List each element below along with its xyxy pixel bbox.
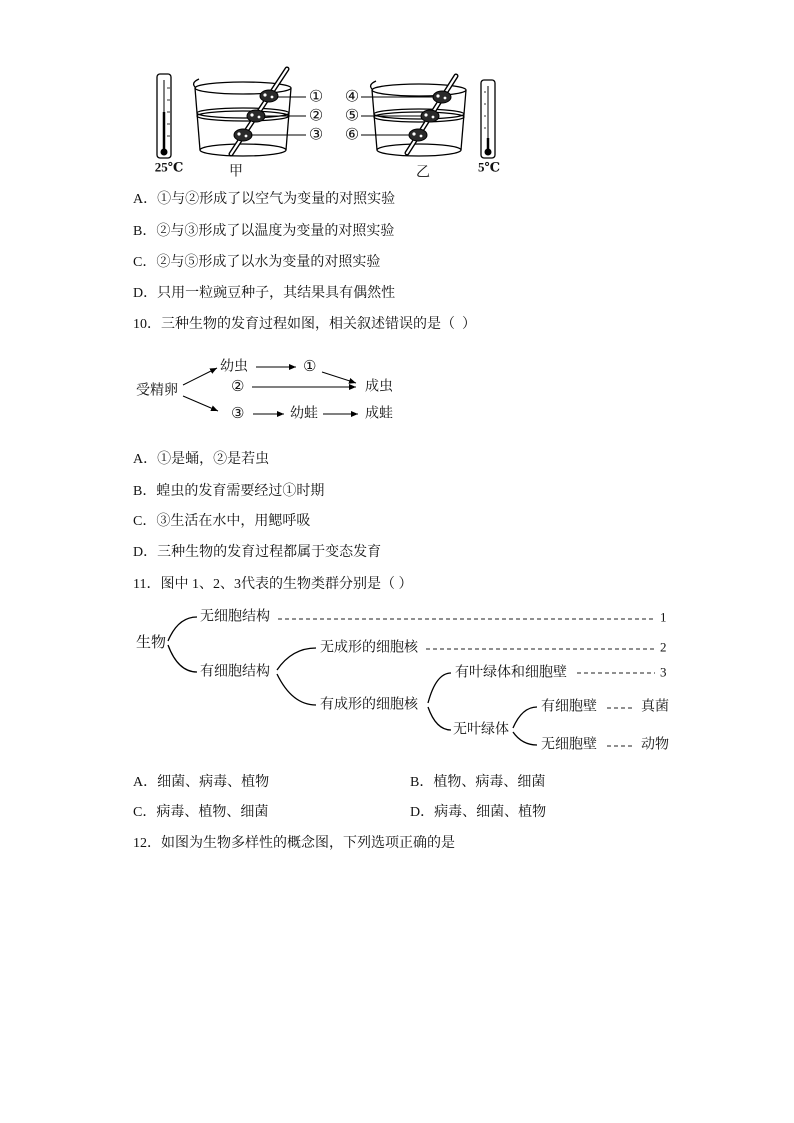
q9-option-b: B．②与③形成了以温度为变量的对照实验: [133, 224, 395, 239]
no-chloroplast-label: 无叶绿体: [453, 722, 509, 738]
branch-line: [277, 648, 316, 670]
seed-1: [260, 90, 278, 102]
group-1-label: 1: [660, 609, 667, 625]
adult-frog-label: 成蛙: [365, 406, 393, 422]
q9-option-c: C．②与⑤形成了以水为变量的对照实验: [133, 255, 381, 270]
group-3-label: 3: [660, 664, 667, 680]
has-cell-structure-label: 有细胞结构: [200, 664, 270, 680]
seed-4: [433, 91, 451, 103]
group-2-label: 2: [660, 639, 667, 655]
q11-option-d: D．病毒、细菌、植物: [410, 805, 547, 820]
right-thermometer: [481, 80, 495, 158]
branch-line: [428, 707, 451, 730]
stage-2-label: ②: [231, 379, 245, 395]
marker-6: ⑥: [344, 126, 360, 144]
no-wall-label: 无细胞壁: [541, 737, 597, 753]
seed-germination-figure: [0, 62, 794, 184]
branch-line: [277, 674, 316, 705]
left-thermometer: [157, 74, 171, 158]
q10-stem: 10．三种生物的发育过程如图，相关叙述错误的是（ ）: [133, 317, 476, 332]
has-wall-label: 有细胞壁: [541, 699, 597, 715]
q10-option-b: B．蝗虫的发育需要经过①时期: [133, 484, 325, 499]
chloroplast-wall-label: 有叶绿体和细胞壁: [455, 665, 567, 681]
stage-1-label: ①: [303, 359, 317, 375]
q9-option-d: D．只用一粒豌豆种子，其结果具有偶然性: [133, 286, 396, 301]
arrow-egg-to-stage3: [183, 396, 218, 411]
fertilized-egg-label: 受精卵: [136, 383, 178, 399]
right-temperature-label: 5℃: [477, 159, 501, 175]
marker-5: ⑤: [344, 107, 360, 125]
has-nucleus-label: 有成形的细胞核: [320, 697, 418, 713]
development-diagram: [0, 352, 794, 428]
left-temperature-label: 25℃: [154, 159, 184, 175]
no-nucleus-label: 无成形的细胞核: [320, 640, 418, 656]
seed-6: [409, 129, 427, 141]
q11-option-a: A．细菌、病毒、植物: [133, 775, 270, 790]
classification-tree: [0, 604, 794, 758]
animals-label: 动物: [641, 737, 669, 753]
q10-option-c: C．③生活在水中，用鳃呼吸: [133, 514, 311, 529]
marker-1: ①: [308, 88, 324, 106]
marker-2: ②: [308, 107, 324, 125]
left-beaker-label: 甲: [229, 164, 243, 180]
arrow-egg-to-larva: [183, 368, 217, 385]
arrow-stage1-to-adult: [322, 372, 356, 383]
branch-line: [168, 617, 197, 641]
q12-stem: 12．如图为生物多样性的概念图，下列选项正确的是: [133, 836, 455, 851]
larva-label: 幼虫: [220, 359, 248, 375]
right-beaker-label: 乙: [416, 165, 430, 181]
q11-option-b: B．植物、病毒、细菌: [410, 775, 546, 790]
q10-option-a: A．①是蛹，②是若虫: [133, 452, 270, 467]
stage-3-label: ③: [231, 406, 245, 422]
q9-option-a: A．①与②形成了以空气为变量的对照实验: [133, 192, 396, 207]
seed-5: [421, 110, 439, 122]
seed-3: [234, 129, 252, 141]
branch-line: [428, 673, 451, 703]
right-beaker: [371, 81, 466, 156]
branch-line: [513, 732, 537, 745]
marker-4: ④: [344, 88, 360, 106]
tree-root-label: 生物: [136, 635, 167, 651]
q11-option-c: C．病毒、植物、细菌: [133, 805, 269, 820]
adult-insect-label: 成虫: [365, 379, 393, 395]
fungi-label: 真菌: [641, 699, 669, 715]
branch-line: [168, 645, 197, 672]
q11-stem: 11．图中 1、2、3代表的生物类群分别是（ ）: [133, 577, 413, 592]
q10-option-d: D．三种生物的发育过程都属于变态发育: [133, 545, 382, 560]
juvenile-frog-label: 幼蛙: [290, 406, 318, 422]
no-cell-structure-label: 无细胞结构: [200, 609, 270, 625]
branch-line: [513, 707, 537, 728]
seed-2: [247, 110, 265, 122]
left-beaker: [194, 79, 291, 156]
marker-3: ③: [308, 126, 324, 144]
